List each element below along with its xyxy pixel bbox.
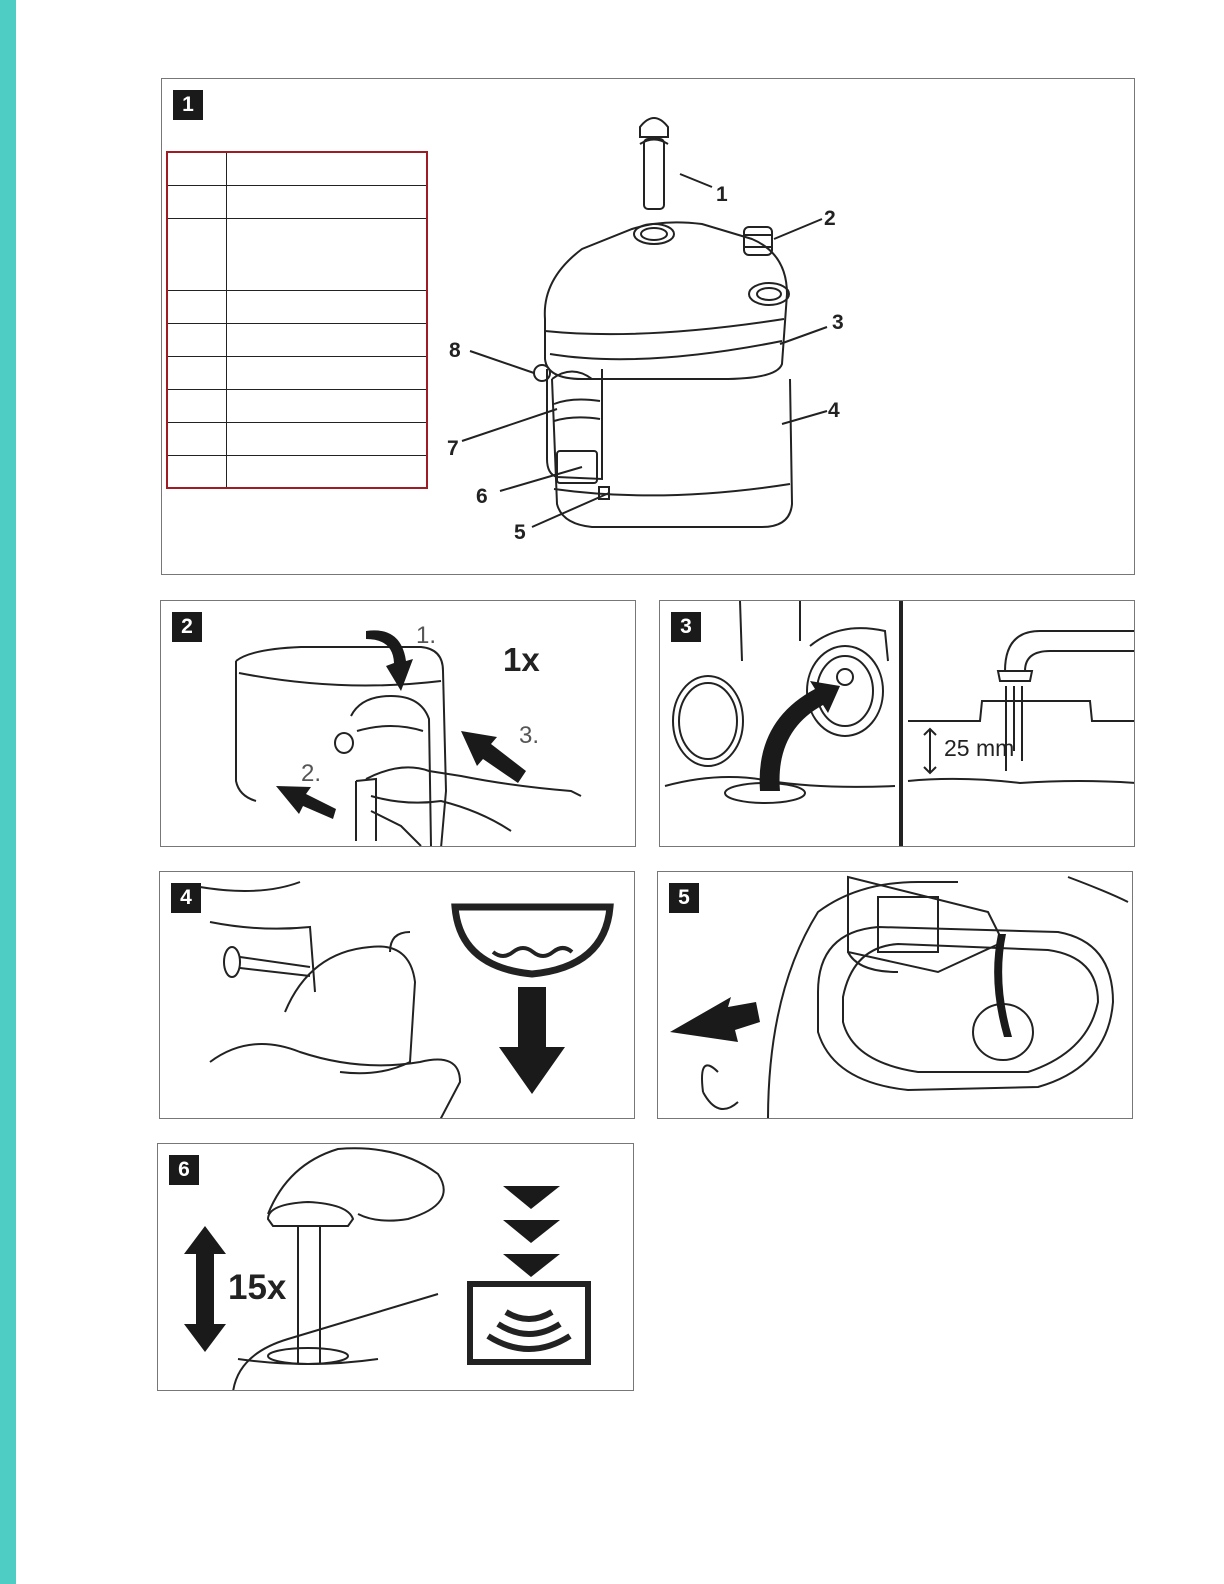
panel-number-badge: 3 <box>671 612 701 642</box>
figure-panel-4 <box>159 871 635 1119</box>
panel-number-badge: 5 <box>669 883 699 913</box>
panel-number-badge: 1 <box>173 90 203 120</box>
step-3-illustration <box>660 601 1135 847</box>
step-label: 2. <box>301 760 322 787</box>
callout-label: 3 <box>832 311 844 334</box>
callout-label: 4 <box>828 399 840 422</box>
measure-label: 25 mm <box>944 735 1015 761</box>
callout-label: 6 <box>476 485 488 508</box>
panel-number-badge: 2 <box>172 612 202 642</box>
callout-label: 1 <box>716 183 728 206</box>
step-5-illustration <box>658 872 1133 1119</box>
figure-panel-1 <box>161 78 1135 575</box>
panel-number-badge: 6 <box>169 1155 199 1185</box>
panel-number-badge: 4 <box>171 883 201 913</box>
toilet-exploded-illustration <box>162 79 1135 575</box>
callout-label: 5 <box>514 521 526 544</box>
step-2-illustration <box>161 601 636 847</box>
accent-sidebar <box>0 0 16 1584</box>
callout-label: 7 <box>447 437 459 460</box>
figure-panel-3 <box>659 600 1135 847</box>
step-4-illustration <box>160 872 635 1119</box>
figure-panel-5 <box>657 871 1133 1119</box>
callout-label: 8 <box>449 339 461 362</box>
step-label: 1. <box>416 622 437 649</box>
callout-label: 2 <box>824 207 836 230</box>
step-label: 3. <box>519 722 540 749</box>
repeat-count-label: 1x <box>503 641 540 678</box>
figure-panel-6 <box>157 1143 634 1391</box>
figure-panel-2 <box>160 600 636 847</box>
repeat-count-label: 15x <box>228 1268 287 1307</box>
step-6-illustration <box>158 1144 634 1391</box>
